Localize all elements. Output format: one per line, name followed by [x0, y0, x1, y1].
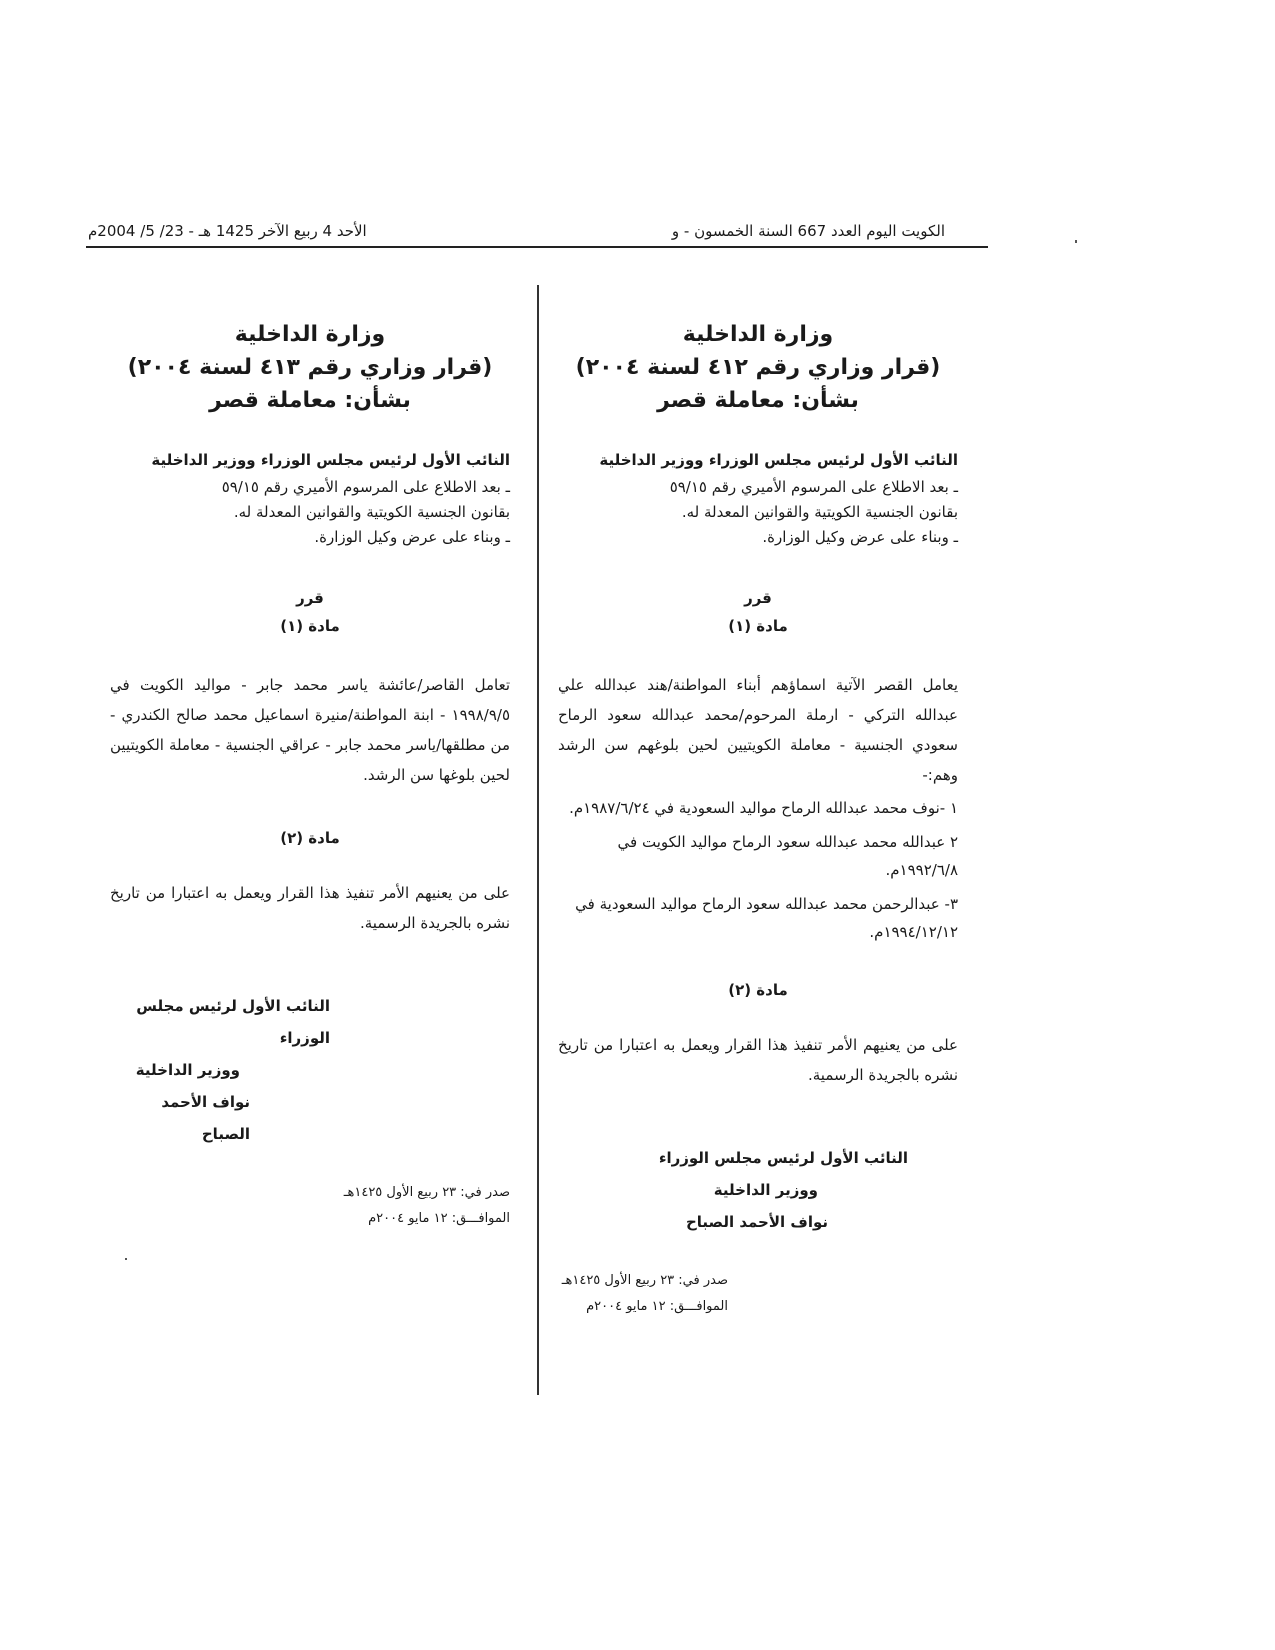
preamble-line: ـ بعد الاطلاع على المرسوم الأميري رقم ٥٩/١٥	[221, 478, 510, 496]
signatory-name: نواف الأحمد الصباح	[685, 1213, 828, 1231]
preamble-line: ـ وبناء على عرض وكيل الوزارة.	[314, 528, 510, 546]
decision-413	[110, 318, 510, 1232]
column-divider	[537, 285, 539, 1395]
corresponding-date: الموافـــق: ١٢ مايو ٢٠٠٤م	[368, 1211, 510, 1226]
signatory-name: نواف الأحمد الصباح	[161, 1093, 250, 1143]
ministry-title: وزارة الداخلية	[234, 322, 386, 347]
decision-number: (قرار وزاري رقم ٤١٢ لسنة ٢٠٠٤)	[575, 355, 941, 380]
corresponding-date: الموافـــق: ١٢ مايو ٢٠٠٤م	[586, 1299, 728, 1314]
article-2-heading: مادة (٢)	[728, 981, 788, 999]
issued-date: صدر في: ٢٣ ربيع الأول ١٤٢٥هـ	[561, 1273, 728, 1288]
preamble-line: بقانون الجنسية الكويتية والقوانين المعدلة له.	[233, 503, 510, 521]
header-publication-info: الكويت اليوم العدد 667 السنة الخمسون - و	[671, 222, 945, 240]
article-1-heading: مادة (١)	[728, 617, 788, 635]
decided-heading: قرر	[744, 589, 772, 607]
signatory-title: النائب الأول لرئيس مجلس الوزراء	[658, 1149, 908, 1167]
signatory-role: ووزير الداخلية	[135, 1061, 240, 1079]
authority-line: النائب الأول لرئيس مجلس الوزراء ووزير الداخلية	[151, 451, 510, 469]
article-2-text: على من يعنيهم الأمر تنفيذ هذا القرار ويعمل به اعتبارا من تاريخ نشره بالجريدة الرسمية.	[110, 884, 510, 932]
preamble-line: ـ وبناء على عرض وكيل الوزارة.	[762, 528, 958, 546]
decision-number: (قرار وزاري رقم ٤١٣ لسنة ٢٠٠٤)	[127, 355, 493, 380]
minor-item: ٣- عبدالرحمن محمد عبدالله سعود الرماح مواليد السعودية في ١٩٩٤/١٢/١٢م.	[575, 895, 958, 941]
minor-item: ١ -نوف محمد عبدالله الرماح مواليد السعودية في ١٩٨٧/٦/٢٤م.	[569, 799, 958, 817]
article-1-heading: مادة (١)	[280, 617, 340, 635]
header-date: الأحد 4 ربيع الآخر 1425 هـ - 23/ 5/ 2004م	[88, 222, 367, 240]
article-2-text: على من يعنيهم الأمر تنفيذ هذا القرار ويعمل به اعتبارا من تاريخ نشره بالجريدة الرسمية.	[558, 1036, 958, 1084]
signatory-role: ووزير الداخلية	[713, 1181, 818, 1199]
article-1-text: تعامل القاصر/عائشة ياسر محمد جابر - مواليد الكويت في ١٩٩٨/٩/٥ - ابنة المواطنة/منيرة اسماعيل محمد صالح الكندري - من مطلقها/ياسر محمد جابر - عراقي الجنسية - معاملة الكويتيين لحين بلوغها سن الرشد.	[110, 676, 510, 784]
decision-subject: بشأن: معاملة قصر	[657, 388, 859, 413]
decision-412	[558, 318, 958, 1320]
scan-speck	[125, 1258, 127, 1260]
issued-date: صدر في: ٢٣ ربيع الأول ١٤٢٥هـ	[343, 1185, 510, 1200]
header-rule	[86, 246, 988, 248]
decision-subject: بشأن: معاملة قصر	[209, 388, 411, 413]
decided-heading: قرر	[296, 589, 324, 607]
preamble-line: ـ بعد الاطلاع على المرسوم الأميري رقم ٥٩/١٥	[669, 478, 958, 496]
scan-speck	[1075, 240, 1077, 243]
signatory-title: النائب الأول لرئيس مجلس الوزراء	[136, 997, 330, 1047]
preamble-line: بقانون الجنسية الكويتية والقوانين المعدلة له.	[681, 503, 958, 521]
minor-item: ٢ عبدالله محمد عبدالله سعود الرماح مواليد الكويت في ١٩٩٢/٦/٨م.	[617, 833, 958, 879]
article-1-text: يعامل القصر الآتية اسماؤهم أبناء المواطنة/هند عبدالله علي عبدالله التركي - ارملة المرحوم/محمد عبدالله سعود الرماح سعودي الجنسية - معاملة الكويتيين لحين بلوغهم سن الرشد وهم:-	[558, 676, 958, 784]
article-2-heading: مادة (٢)	[280, 829, 340, 847]
authority-line: النائب الأول لرئيس مجلس الوزراء ووزير الداخلية	[599, 451, 958, 469]
ministry-title: وزارة الداخلية	[682, 322, 834, 347]
